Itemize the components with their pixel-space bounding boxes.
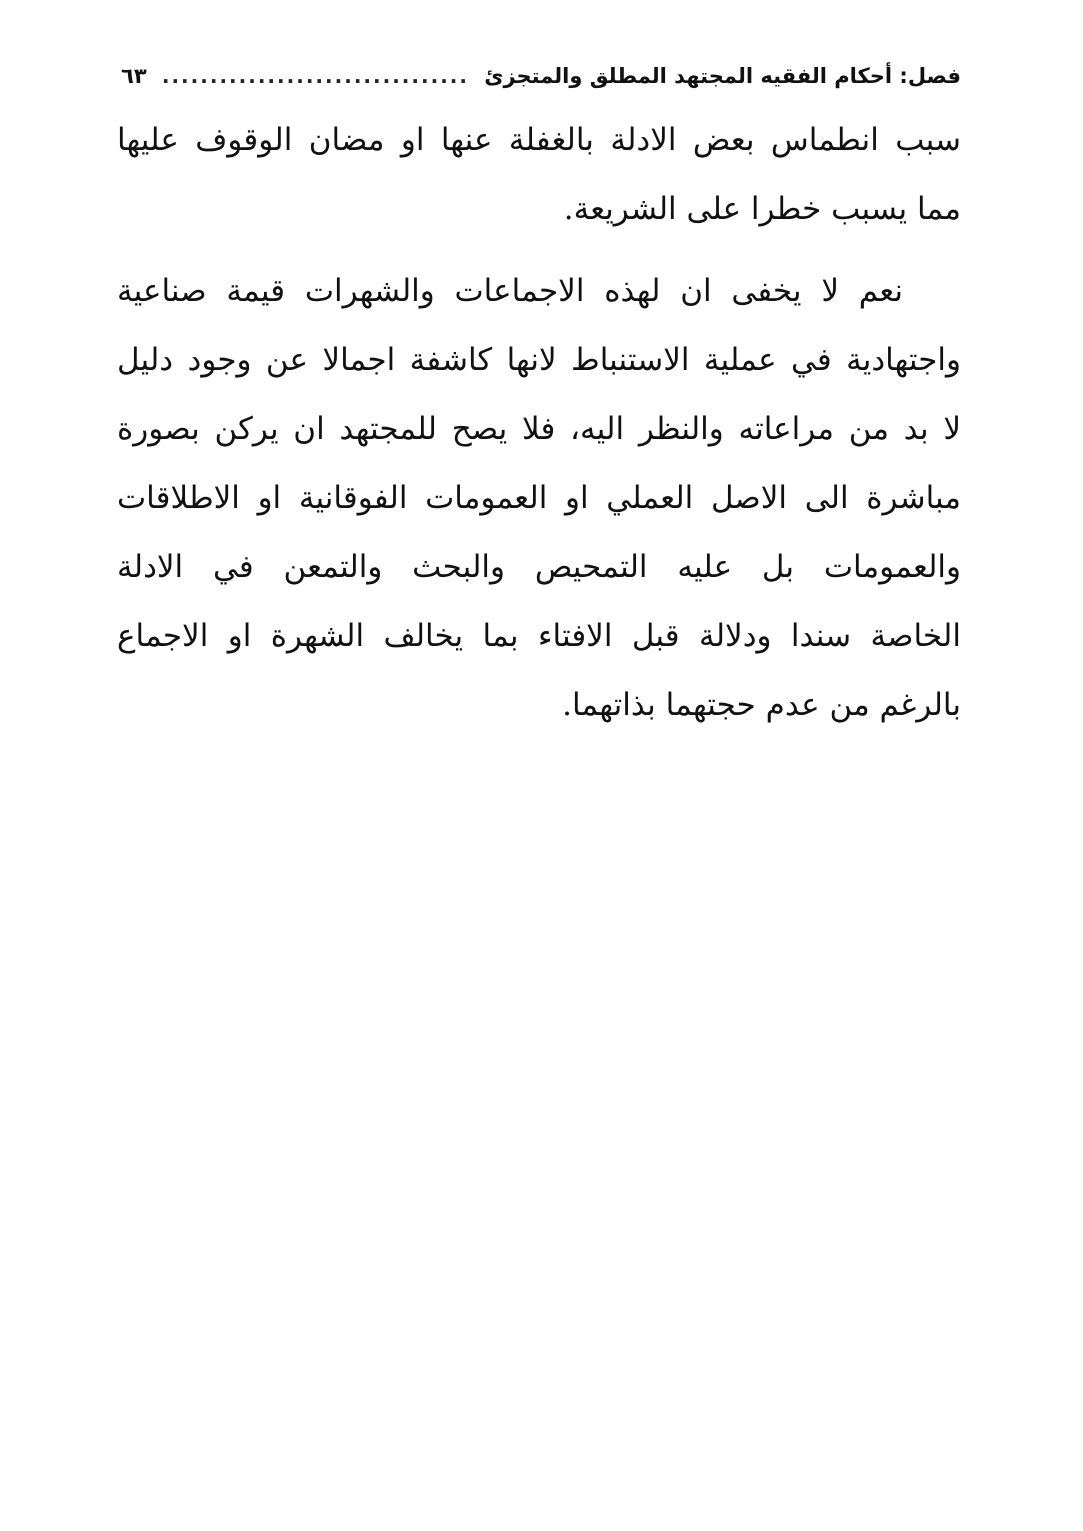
- running-header: [121, 58, 961, 94]
- text-line: والعمومات بل عليه التمحيص والبحث والتمعن في الادلة: [117, 549, 961, 585]
- text-line: مما يسبب خطرا على الشريعة.: [563, 191, 961, 227]
- text-line: الخاصة سندا ودلالة قبل الافتاء بما يخالف الشهرة او الاجماع: [117, 618, 961, 654]
- text-line: نعم لا يخفى ان لهذه الاجماعات والشهرات قيمة صناعية: [117, 273, 903, 309]
- paragraph-2: [117, 257, 961, 740]
- page-number: ٦٣: [121, 64, 147, 88]
- dot-leader: ................................: [161, 64, 469, 88]
- text-line: واجتهادية في عملية الاستنباط لانها كاشفة اجمالا عن وجود دليل: [117, 342, 961, 378]
- paragraph-1: [117, 106, 961, 244]
- text-line: مباشرة الى الاصل العملي او العمومات الفوقانية او الاطلاقات: [117, 480, 961, 516]
- body-text: [117, 106, 961, 740]
- paragraph-gap: [117, 244, 961, 257]
- text-line: سبب انطماس بعض الادلة بالغفلة عنها او مضان الوقوف عليها: [117, 122, 961, 158]
- chapter-title: فصل: أحكام الفقيه المجتهد المطلق والمتجزئ: [484, 64, 961, 88]
- text-line: لا بد من مراعاته والنظر اليه، فلا يصح للمجتهد ان يركن بصورة: [117, 411, 961, 447]
- text-line: بالرغم من عدم حجتهما بذاتهما.: [562, 687, 961, 723]
